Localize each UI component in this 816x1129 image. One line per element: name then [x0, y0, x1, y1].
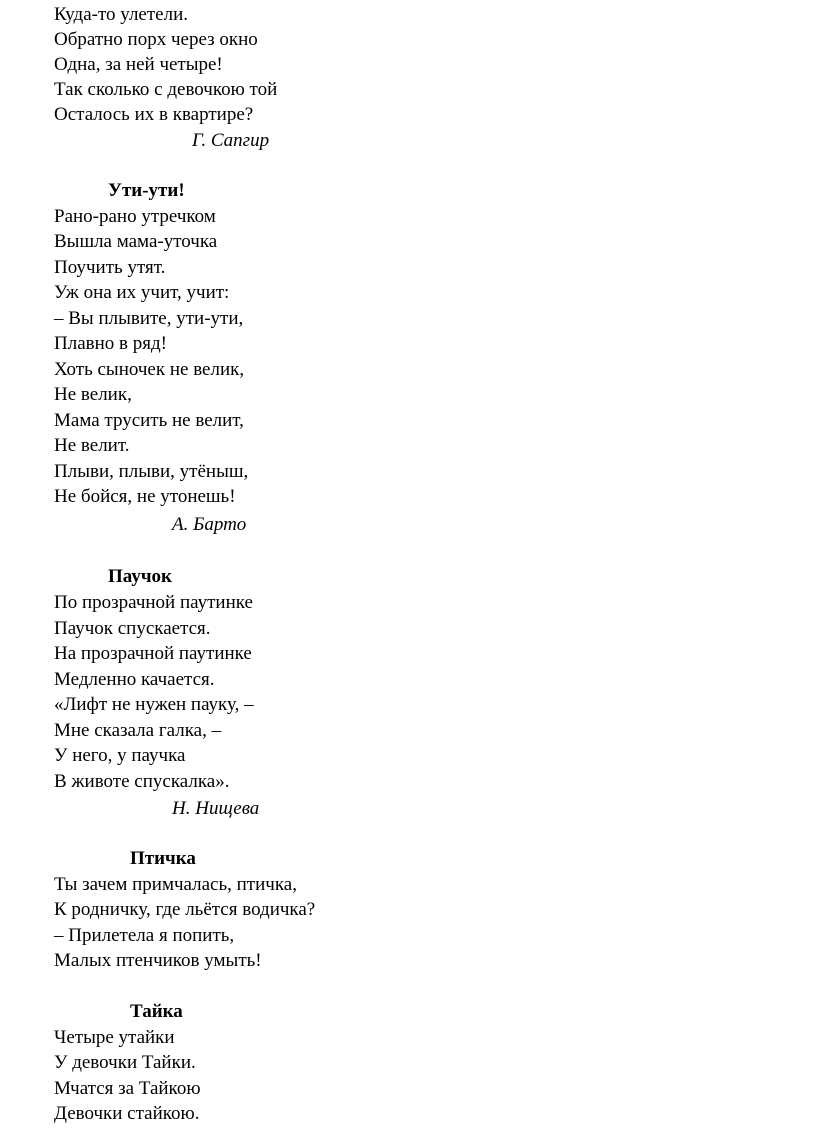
poem-line: Плыви, плыви, утёныш,: [54, 461, 249, 482]
poem-author: Н. Нищева: [172, 798, 260, 819]
poem-line: Не велит.: [54, 435, 130, 456]
poem-line: Мне сказала галка, –: [54, 720, 222, 741]
poem-line: На прозрачной паутинке: [54, 643, 252, 664]
poem-title: Паучок: [108, 566, 172, 587]
poem-line: Малых птенчиков умыть!: [54, 950, 262, 971]
poem-line: Мама трусить не велит,: [54, 410, 244, 431]
poem-line: Так сколько с девочкою той: [54, 79, 278, 100]
poem-line: Не бойся, не утонешь!: [54, 486, 236, 507]
poem-line: По прозрачной паутинке: [54, 592, 253, 613]
poem-line: У девочки Тайки.: [54, 1052, 196, 1073]
poem-author: Г. Сапгир: [192, 130, 270, 151]
poem-line: У него, у паучка: [54, 745, 186, 766]
poem-line: Мчатся за Тайкою: [54, 1078, 201, 1099]
poem-author: А. Барто: [172, 514, 247, 535]
poem-line: «Лифт не нужен пауку, –: [54, 694, 254, 715]
poem-line: Вышла мама-уточка: [54, 231, 218, 252]
poem-title: Тайка: [130, 1001, 183, 1022]
poem-title: Ути-ути!: [108, 180, 185, 201]
poem-line: – Прилетела я попить,: [54, 925, 235, 946]
poem-line: Паучок спускается.: [54, 618, 211, 639]
poem-line: Рано-рано утречком: [54, 206, 216, 227]
poem-title: Птичка: [130, 848, 196, 869]
poem-line: К родничку, где льётся водичка?: [54, 899, 316, 920]
poem-line: Ты зачем примчалась, птичка,: [54, 874, 297, 895]
poem-line: Поучить утят.: [54, 257, 166, 278]
poem-line: Девочки стайкою.: [54, 1103, 200, 1124]
poem-line: Одна, за ней четыре!: [54, 54, 223, 75]
poem-line: Куда-то улетели.: [54, 4, 188, 25]
poem-line: Осталось их в квартире?: [54, 104, 254, 125]
poem-line: Уж она их учит, учит:: [54, 282, 230, 303]
poem-line: Медленно качается.: [54, 669, 215, 690]
poem-line: Не велик,: [54, 384, 132, 405]
poem-line: Хоть сыночек не велик,: [54, 359, 245, 380]
poem-line: – Вы плывите, ути-ути,: [54, 308, 244, 329]
poem-line: Обратно порх через окно: [54, 29, 258, 50]
poem-line: Плавно в ряд!: [54, 333, 167, 354]
poem-line: Четыре утайки: [54, 1027, 175, 1048]
poem-line: В животе спускалка».: [54, 771, 230, 792]
